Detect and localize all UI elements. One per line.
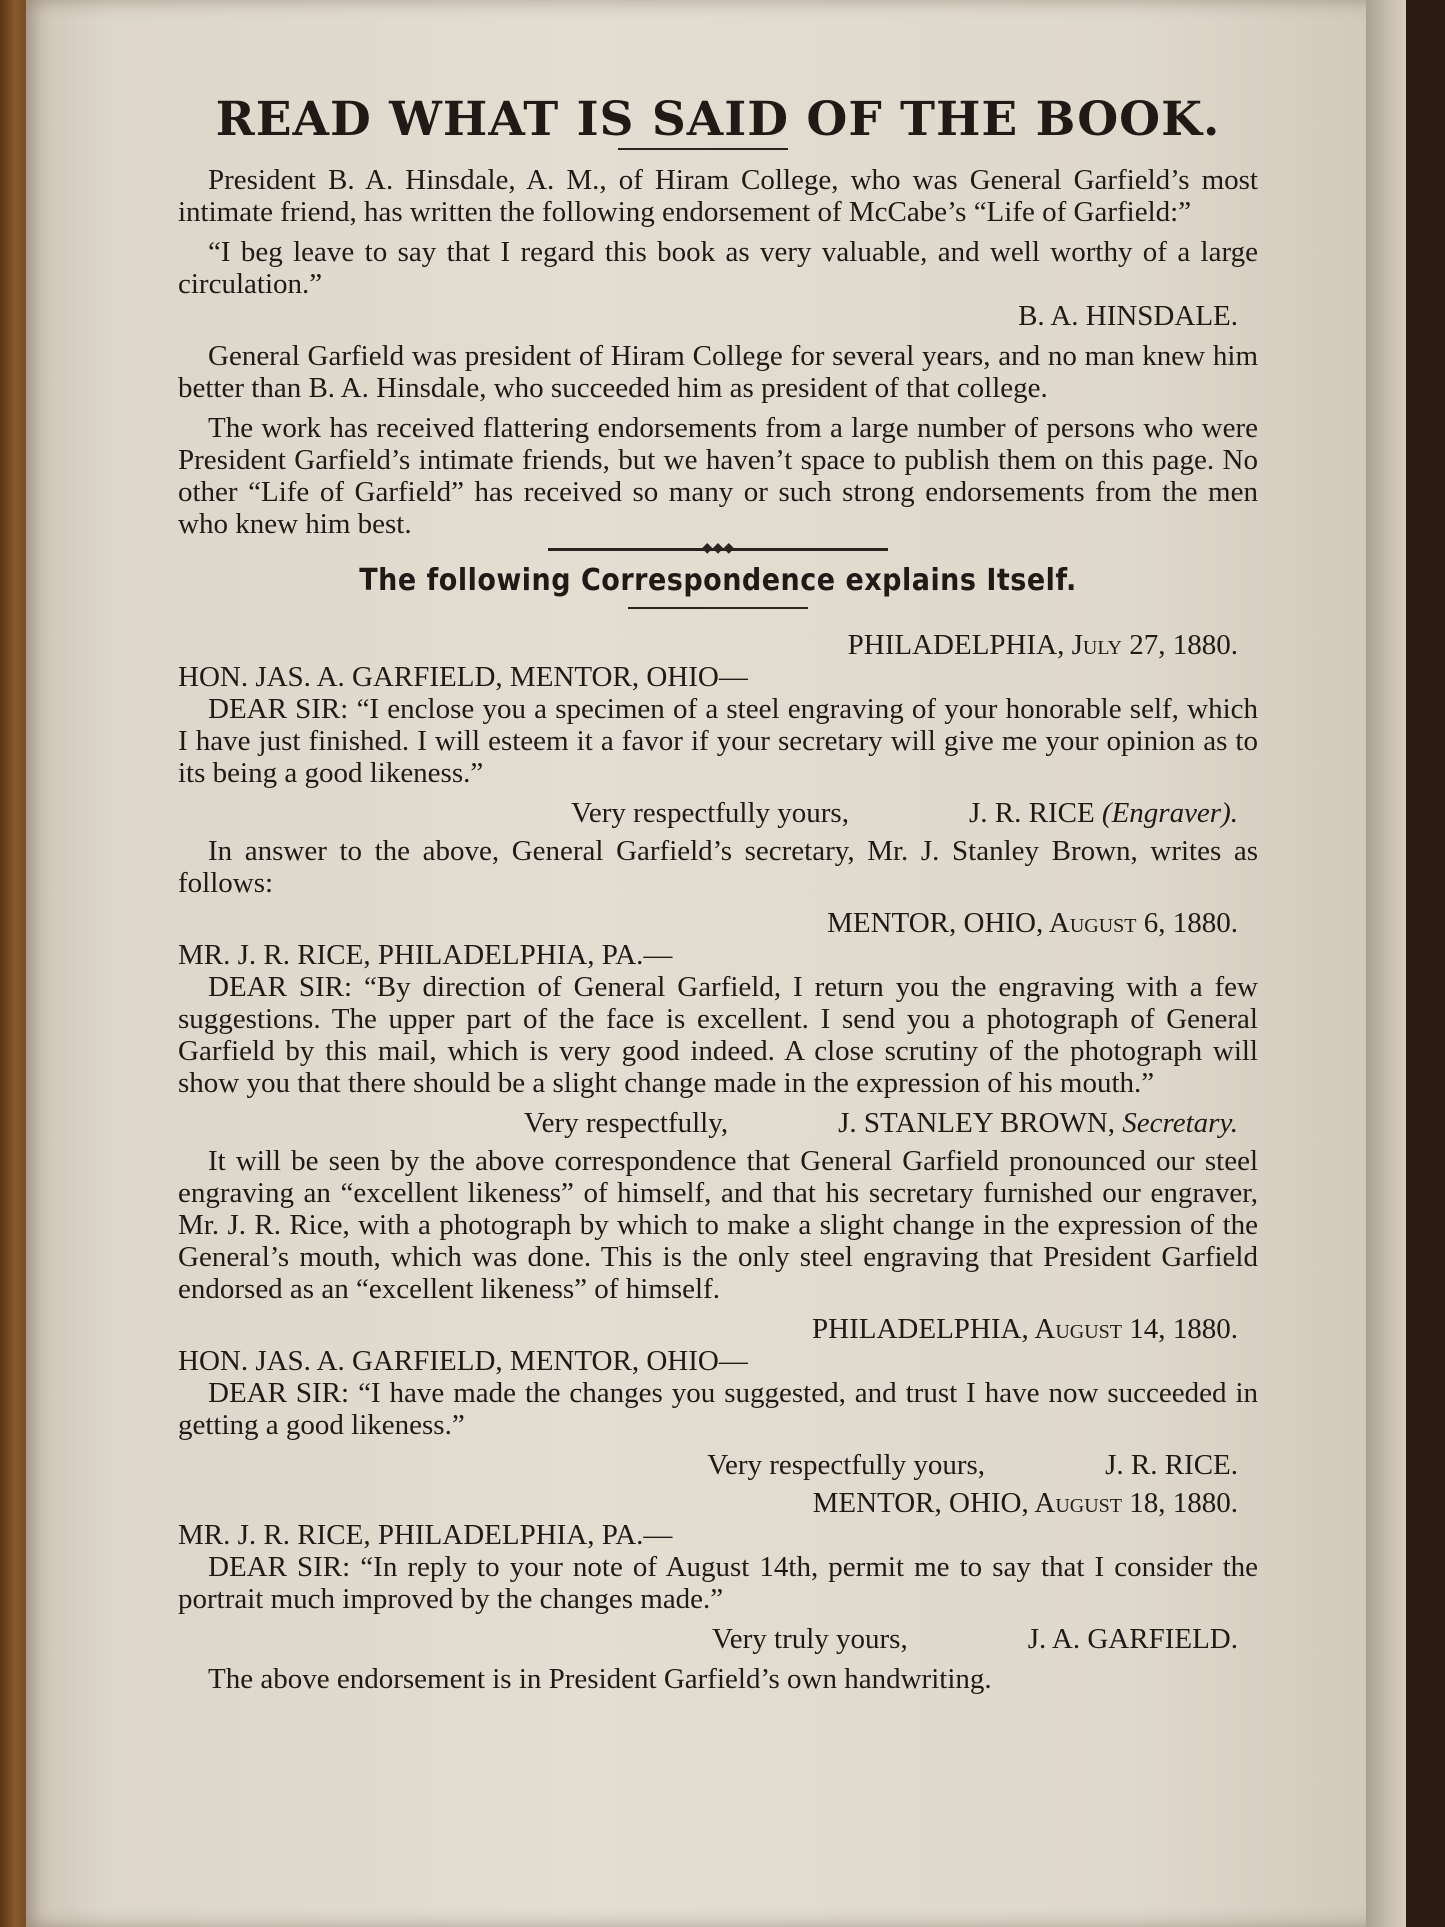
- letter-1-text: “I enclose you a specimen of a steel engraving of your honorable self, which I have just finished. I will esteem it a favor if your secretary will give me your opinion as to its being a good likeness.”: [178, 693, 1258, 789]
- letter-4-address: MR. J. R. RICE, PHILADELPHIA, PA.—: [178, 1519, 673, 1551]
- heading-rule: [628, 607, 808, 609]
- letter-1-salutation: DEAR SIR:: [208, 693, 349, 725]
- letter-2-body: [178, 971, 1258, 1099]
- letter-4-body: [178, 1551, 1258, 1615]
- letter-4-signature: J. A. GARFIELD.: [1027, 1623, 1238, 1655]
- quote-text: “I beg leave to say that I regard this book as very valuable, and well worthy of a large circulation.”: [178, 236, 1258, 300]
- letter-3-date: PHILADELPHIA, August 14, 1880.: [812, 1313, 1238, 1345]
- letter-1-signature-note: (Engraver).: [1101, 797, 1238, 829]
- letter-3-closing-row: [178, 1449, 1258, 1481]
- letter-2-text: “By direction of General Garfield, I return you the engraving with a few suggestions. The upper part of the face is excellent. I send you a photograph of General Garfield by this mail, which is very good indeed. A close scrutiny of the photograph will show you that there should be a slight change made in the expression of his mouth.”: [178, 971, 1258, 1099]
- letter-4-text: “In reply to your note of August 14th, permit me to say that I consider the portrait much improved by the changes made.”: [178, 1551, 1258, 1615]
- letter-3-text: “I have made the changes you suggested, and trust I have now succeeded in getting a good likeness.”: [178, 1377, 1259, 1441]
- letter-1-address: HON. JAS. A. GARFIELD, MENTOR, OHIO—: [178, 661, 748, 693]
- letter-3-closing: Very respectfully yours,: [707, 1449, 986, 1481]
- letter-2-signature-block: [838, 1107, 1238, 1139]
- letter-2-salutation: DEAR SIR:: [208, 971, 353, 1003]
- letter-1-signature: J. R. RICE: [968, 797, 1095, 829]
- letter-3-address: HON. JAS. A. GARFIELD, MENTOR, OHIO—: [178, 1345, 748, 1377]
- letter-3-body: [178, 1377, 1258, 1441]
- correspondence-heading: The following Correspondence explains Itself.: [359, 563, 1077, 598]
- page-edge: [1366, 0, 1406, 1927]
- endorsements-paragraph: The work has received flattering endorsements from a large number of persons who were President Garfield’s intimate friends, but we haven’t space to publish them on this page. No other “Life of Garfield” has received so many or such strong endorsements from the men who knew him best.: [178, 412, 1258, 540]
- letter-1-date: PHILADELPHIA, July 27, 1880.: [847, 629, 1238, 661]
- quote-signature-row: [178, 300, 1238, 332]
- letter-2-closing-row: [178, 1107, 1258, 1139]
- page-title: [178, 90, 1258, 150]
- ornamental-rule: [548, 541, 888, 556]
- letter-4-closing: Very truly yours,: [712, 1623, 908, 1655]
- page-text: [178, 90, 1258, 1703]
- intro-paragraph: President B. A. Hinsdale, A. M., of Hiram College, who was General Garfield’s most intimate friend, has written the following endorsement of McCabe’s “Life of Garfield:”: [178, 164, 1258, 228]
- letter-2-signature-note: Secretary.: [1122, 1107, 1238, 1139]
- letter-1-closing-row: [178, 797, 1258, 829]
- letter-1-signature-block: [969, 797, 1238, 829]
- letter-4-closing-row: [178, 1623, 1258, 1655]
- letter-2-signature: J. STANLEY BROWN,: [838, 1107, 1116, 1139]
- rule-ornament: ◆◆◆: [701, 541, 735, 556]
- letter-3-signature: J. R. RICE.: [1105, 1449, 1238, 1481]
- letter-4-salutation: DEAR SIR:: [208, 1551, 351, 1583]
- hinsdale-quote: [178, 236, 1258, 300]
- letter-1-body: [178, 693, 1258, 789]
- hiram-paragraph: General Garfield was president of Hiram College for several years, and no man knew him better than B. A. Hinsdale, who succeeded him as president of that college.: [178, 340, 1258, 404]
- letter-1-closing: Very respectfully yours,: [571, 797, 849, 829]
- quote-signature: B. A. HINSDALE.: [1018, 300, 1238, 332]
- letter-3-salutation: DEAR SIR:: [208, 1377, 350, 1409]
- commentary-paragraph: It will be seen by the above correspondence that General Garfield pronounced our steel engraving an “excellent likeness” of himself, and that his secretary furnished our engraver, Mr. J. R. Rice, with a photograph by which to make a slight change in the expression of the General’s mouth, which was done. This is the only steel engraving that President Garfield endorsed as an “excellent likeness” of himself.: [178, 1145, 1258, 1305]
- final-note: The above endorsement is in President Garfield’s own handwriting.: [208, 1663, 992, 1695]
- title-part-1: READ WHAT IS: [215, 92, 652, 147]
- title-part-2: OF THE BOOK.: [789, 92, 1221, 147]
- letter-4-date: MENTOR, OHIO, August 18, 1880.: [812, 1487, 1238, 1519]
- answer-intro: In answer to the above, General Garfield’s secretary, Mr. J. Stanley Brown, writes as follows:: [178, 835, 1258, 899]
- letter-2-closing: Very respectfully,: [523, 1107, 729, 1139]
- letter-2-date: MENTOR, OHIO, August 6, 1880.: [827, 907, 1238, 939]
- title-part-said: SAID: [651, 92, 790, 147]
- letter-2-address: MR. J. R. RICE, PHILADELPHIA, PA.—: [178, 939, 673, 971]
